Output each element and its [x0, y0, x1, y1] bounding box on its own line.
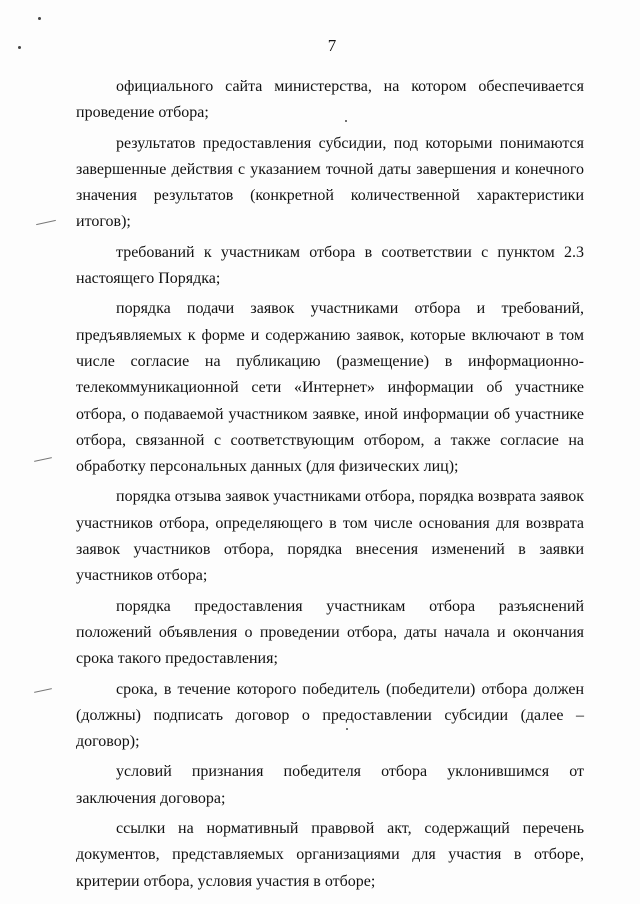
scan-mark	[36, 220, 56, 225]
paragraph: срока, в течение которого победитель (победители) отбора должен (должны) подписать договор о предоставлении субсидии (далее – договор);	[76, 680, 584, 751]
scan-mark	[34, 688, 52, 693]
paragraph: порядка предоставления участникам отбора разъяснений положений объявления о проведении отбора, даты начала и окончания срока такого предоставления;	[76, 597, 584, 668]
paragraph: порядка отзыва заявок участниками отбора, порядка возврата заявок участников отбора, определяющего в том числе основания для возврата заявок участников отбора, порядка внесения изменений в заявки участников отбора;	[76, 488, 584, 585]
paragraph: порядка подачи заявок участниками отбора и требований, предъявляемых к форме и содержанию заявок, которые включают в том числе согласие на публикацию (размещение) в информационно-телекоммуникационной сети «Интернет» информации об участнике отбора, о подаваемой участником заявке, иной информации об участнике отбора, связанной с соответствующим отбором, а также согласие на обработку персональных данных (для физических лиц);	[76, 300, 584, 476]
scan-speck	[38, 17, 41, 20]
paragraph: ссылки на нормативный правовой акт, содержащий перечень документов, представляемых организациями для участия в отборе, критерии отбора, условия участия в отборе;	[76, 820, 584, 890]
paragraph: официального сайта министерства, на котором обеспечивается проведение отбора;	[76, 78, 584, 122]
scan-mark	[34, 457, 52, 462]
paragraph: результатов предоставления субсидии, под которыми понимаются завершенные действия с указанием точной даты завершения и конечного значения результатов (конкретной количественной характеристики итогов);	[76, 134, 584, 231]
page-number: 7	[327, 36, 337, 55]
paragraph: условий признания победителя отбора уклонившимся от заключения договора;	[76, 763, 584, 807]
document-body	[76, 74, 584, 899]
paragraph: требований к участникам отбора в соответствии с пунктом 2.3 настоящего Порядка;	[76, 243, 584, 288]
